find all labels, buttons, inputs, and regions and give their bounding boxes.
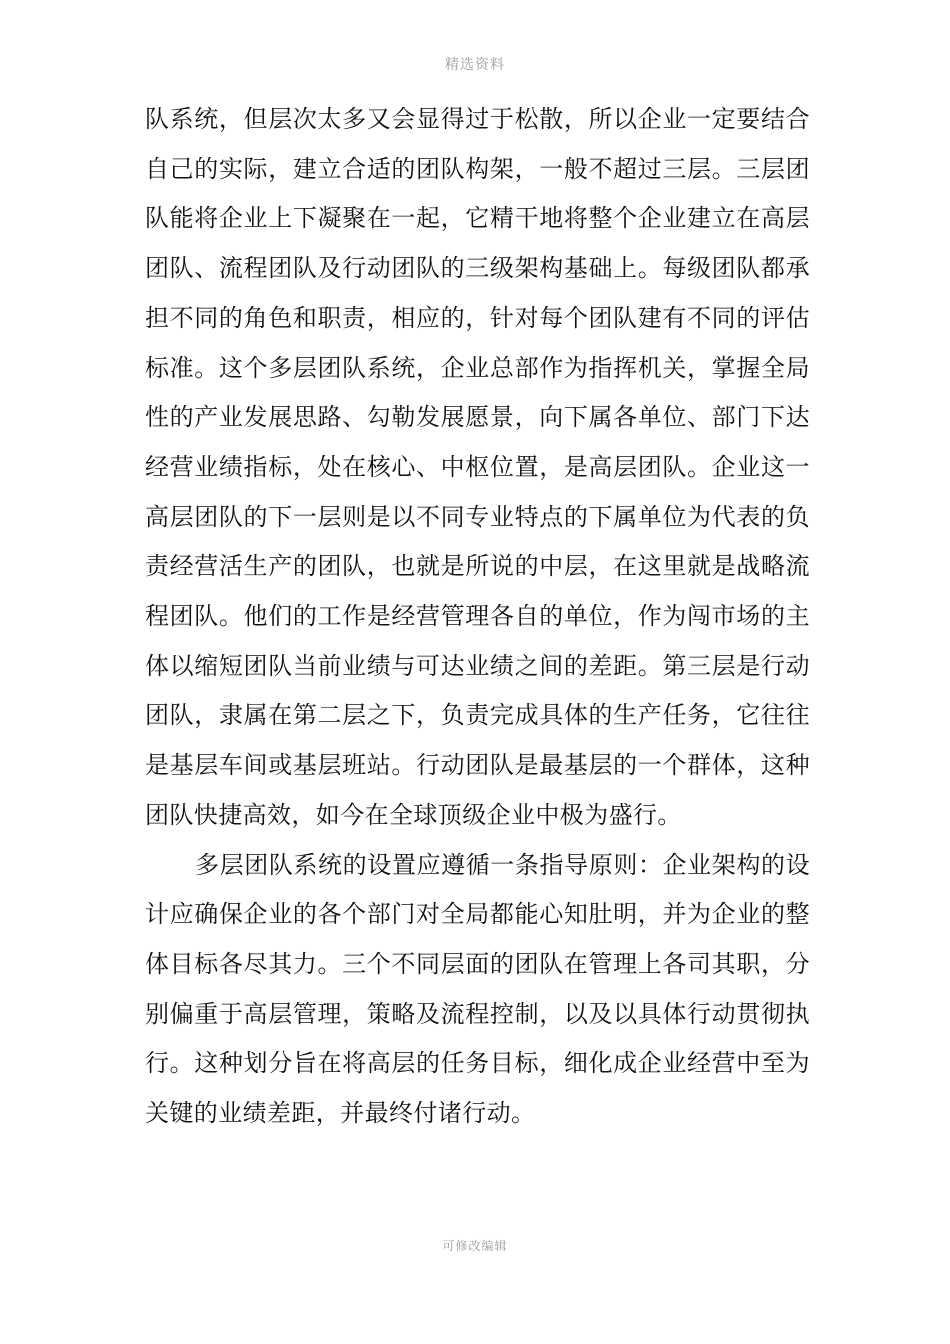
paragraph-principle: 多层团队系统的设置应遵循一条指导原则：企业架构的设计应确保企业的各个部门对全局都能心知肚明，并为企业的整体目标各尽其力。三个不同层面的团队在管理上各司其职，分别偏重于高层管理，策略及流程控制，以及以具体行动贯彻执行。这种划分旨在将高层的任务目标，细化成企业经营中至为关键的业绩差距，并最终付诸行动。 (145, 850, 810, 1128)
page-header: 精选资料 (445, 57, 505, 73)
page-footer: 可修改编辑 (442, 1239, 508, 1253)
paragraph-continuation: 队系统，但层次太多又会显得过于松散，所以企业一定要结合自己的实际，建立合适的团队构架，一般不超过三层。三层团队能将企业上下凝聚在一起，它精干地将整个企业建立在高层团队、流程团队及行动团队的三级架构基础上。每级团队都承担不同的角色和职责，相应的，针对每个团队建有不同的评估标准。这个多层团队系统，企业总部作为指挥机关，掌握全局性的产业发展思路、勾勒发展愿景，向下属各单位、部门下达经营业绩指标，处在核心、中枢位置，是高层团队。企业这一高层团队的下一层则是以不同专业特点的下属单位为代表的负责经营活生产的团队，也就是所说的中层，在这里就是战略流程团队。他们的工作是经营管理各自的单位，作为闯市场的主体以缩短团队当前业绩与可达业绩之间的差距。第三层是行动团队，隶属在第二层之下，负责完成具体的生产任务，它往往是基层车间或基层班站。行动团队是最基层的一个群体，这种团队快捷高效，如今在全球顶级企业中极为盛行。 (145, 105, 810, 829)
document-body (145, 95, 810, 1139)
